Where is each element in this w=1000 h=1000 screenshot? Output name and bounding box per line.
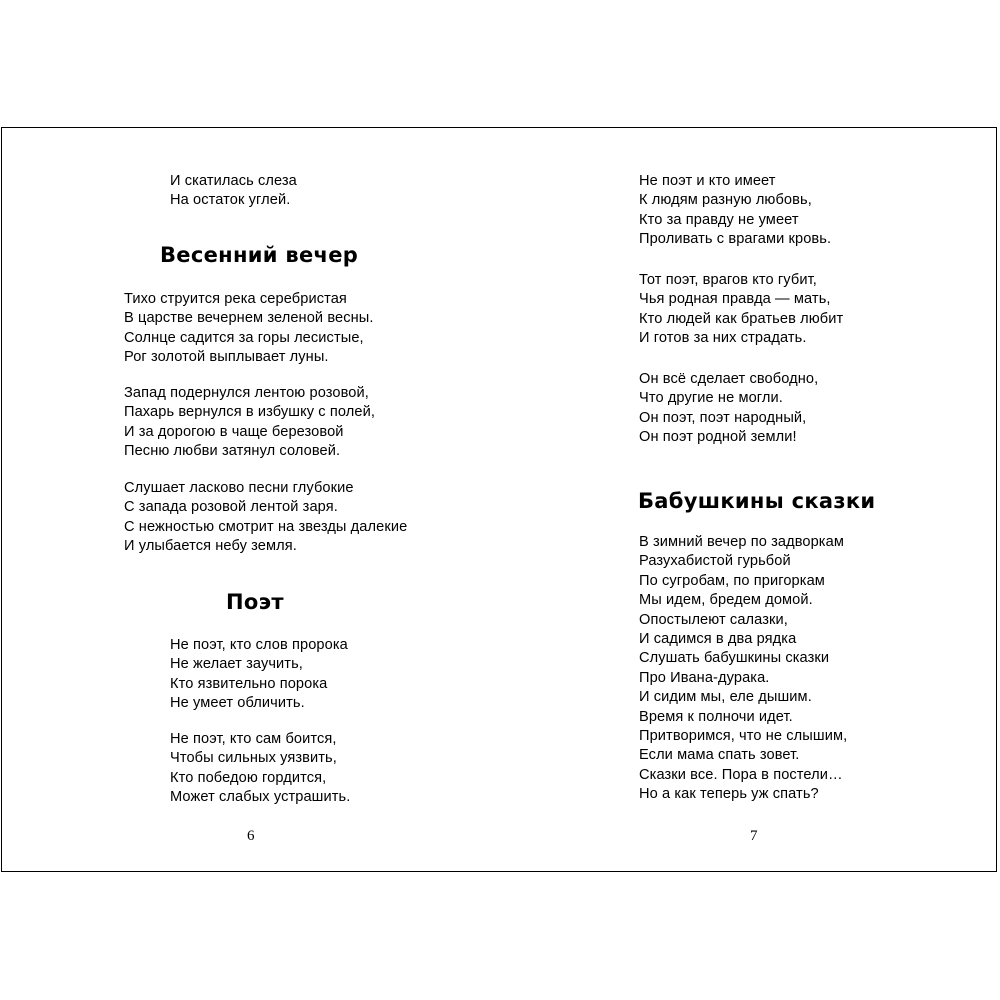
- intro-stanza: [170, 172, 297, 211]
- poem-line: В зимний вечер по задворкам: [639, 534, 844, 550]
- poem-line: Рог золотой выплывает луны.: [124, 349, 329, 366]
- poem-line: Тихо струится река серебристая: [124, 291, 347, 307]
- poem-line: Не поэт, кто слов пророка: [170, 637, 348, 653]
- right-page: [500, 128, 998, 873]
- poem-line: Тот поэт, врагов кто губит,: [639, 272, 817, 288]
- poem1-stanza-1: [124, 290, 374, 368]
- poem-line: И за дорогою в чаще березовой: [124, 423, 344, 440]
- page-number-right: 7: [750, 828, 758, 844]
- poem-line: На остаток углей.: [170, 192, 291, 209]
- poem-line: Слушать бабушкины сказки: [639, 650, 830, 667]
- poem-line: Кто язвительно порока: [170, 675, 328, 692]
- poem-line: По сугробам, по пригоркам: [639, 572, 825, 589]
- poem-line: Что другие не могли.: [639, 390, 783, 407]
- book-spread: [1, 127, 997, 872]
- left-page: [2, 128, 500, 873]
- poem-line: Он поэт, поэт народный,: [639, 409, 807, 426]
- poem-line: Не поэт, кто сам боится,: [170, 731, 337, 747]
- poem-line: Запад подернулся лентою розовой,: [124, 385, 369, 401]
- poem-line: Проливать с врагами кровь.: [639, 231, 832, 248]
- poem-line: К людям разную любовь,: [639, 192, 812, 209]
- poem-line: Про Ивана-дурака.: [639, 669, 770, 686]
- poem2-stanza-2: [170, 730, 350, 808]
- poem3-stanza-1: [639, 533, 847, 805]
- poem-line: Может слабых устрашить.: [170, 789, 351, 806]
- poem-line: Чтобы сильных уязвить,: [170, 750, 337, 767]
- poem-line: С запада розовой лентой заря.: [124, 499, 338, 516]
- poem-line: С нежностью смотрит на звезды далекие: [124, 518, 408, 535]
- poem-line: Кто за правду не умеет: [639, 211, 799, 228]
- poem2-stanza-3: [639, 172, 831, 250]
- poem-line: Кто победою гордится,: [170, 769, 327, 786]
- poem-line: Не желает заучить,: [170, 656, 303, 673]
- poem-line: Не поэт и кто имеет: [639, 173, 776, 189]
- poem1-stanza-3: [124, 479, 407, 557]
- poem-line: Но а как теперь уж спать?: [639, 786, 819, 803]
- poem-line: Сказки все. Пора в постели…: [639, 766, 843, 783]
- poem-line: Он поэт родной земли!: [639, 429, 797, 446]
- poem-line: Солнце садится за горы лесистые,: [124, 329, 364, 346]
- poem-title-spring-evening: Весенний вечер: [160, 243, 359, 267]
- poem-line: И скатилась слеза: [170, 173, 297, 189]
- poem2-stanza-5: [639, 370, 818, 448]
- page-number-left: 6: [247, 828, 255, 844]
- poem-line: И сидим мы, еле дышим.: [639, 689, 812, 706]
- poem-line: И садимся в два рядка: [639, 631, 797, 648]
- poem-line: Разухабистой гурьбой: [639, 553, 791, 570]
- poem-line: И улыбается небу земля.: [124, 538, 297, 555]
- poem-title-poet: Поэт: [226, 590, 284, 614]
- poem-line: Если мама спать зовет.: [639, 747, 800, 764]
- poem-line: Не умеет обличить.: [170, 695, 305, 712]
- poem-line: Слушает ласково песни глубокие: [124, 480, 354, 496]
- poem1-stanza-2: [124, 384, 375, 462]
- poem-title-grandma-tales: Бабушкины сказки: [638, 489, 876, 513]
- poem-line: Притворимся, что не слышим,: [639, 728, 848, 745]
- poem-line: Пахарь вернулся в избушку с полей,: [124, 404, 375, 421]
- poem2-stanza-4: [639, 271, 843, 349]
- poem-line: В царстве вечернем зеленой весны.: [124, 310, 374, 327]
- poem-line: Время к полночи идет.: [639, 708, 793, 725]
- poem2-stanza-1: [170, 636, 348, 714]
- poem-line: И готов за них страдать.: [639, 330, 807, 347]
- poem-line: Мы идем, бредем домой.: [639, 592, 813, 609]
- poem-line: Чья родная правда — мать,: [639, 291, 831, 308]
- poem-line: Опостылеют салазки,: [639, 611, 788, 628]
- poem-line: Он всё сделает свободно,: [639, 371, 819, 387]
- poem-line: Песню любви затянул соловей.: [124, 443, 341, 460]
- poem-line: Кто людей как братьев любит: [639, 310, 844, 327]
